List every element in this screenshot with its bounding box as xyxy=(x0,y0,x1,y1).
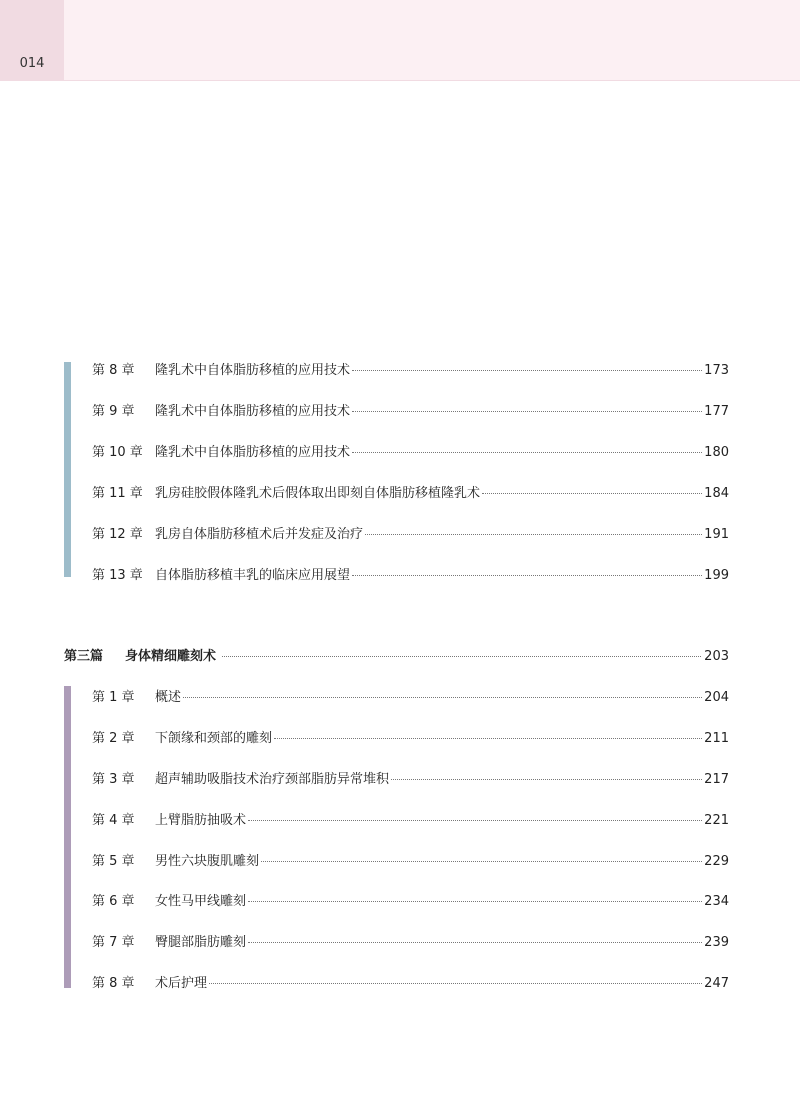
chapter-number: 第 7 章 xyxy=(92,935,135,950)
page-ref: 234 xyxy=(704,894,729,909)
chapter-number: 第 5 章 xyxy=(92,854,135,869)
page-ref: 247 xyxy=(704,976,729,991)
dot-leader xyxy=(352,452,702,453)
chapter-number: 第 8 章 xyxy=(92,363,135,378)
page-ref: 217 xyxy=(704,772,729,787)
header-band xyxy=(0,0,800,81)
page-ref: 211 xyxy=(704,731,729,746)
toc-entry[interactable] xyxy=(92,441,729,459)
chapter-title: 自体脂肪移植丰乳的临床应用展望 xyxy=(155,568,351,583)
chapter-title: 隆乳术中自体脂肪移植的应用技术 xyxy=(155,445,351,460)
chapter-number: 第 10 章 xyxy=(92,445,143,460)
dot-leader xyxy=(209,983,702,984)
dot-leader xyxy=(482,493,702,494)
toc-entry[interactable] xyxy=(92,809,729,827)
chapter-title: 臀腿部脂肪雕刻 xyxy=(155,935,247,950)
section-accent-bar xyxy=(64,362,71,577)
toc-entry[interactable] xyxy=(92,359,729,377)
chapter-title: 概述 xyxy=(155,690,182,705)
part-title: 身体精细雕刻术 xyxy=(125,649,217,664)
dot-leader xyxy=(274,738,702,739)
dot-leader xyxy=(365,534,702,535)
toc-entry[interactable] xyxy=(92,972,729,990)
chapter-title: 乳房硅胶假体隆乳术后假体取出即刻自体脂肪移植隆乳术 xyxy=(155,486,481,501)
page-ref: 203 xyxy=(704,649,729,664)
toc-entry[interactable] xyxy=(92,768,729,786)
chapter-title: 男性六块腹肌雕刻 xyxy=(155,854,260,869)
chapter-title: 上臂脂肪抽吸术 xyxy=(155,813,247,828)
page-ref: 221 xyxy=(704,813,729,828)
page-ref: 199 xyxy=(704,568,729,583)
chapter-title: 隆乳术中自体脂肪移植的应用技术 xyxy=(155,363,351,378)
chapter-number: 第 3 章 xyxy=(92,772,135,787)
page-ref: 173 xyxy=(704,363,729,378)
toc-entry[interactable] xyxy=(92,564,729,582)
toc-entry[interactable] xyxy=(92,523,729,541)
section-accent-bar xyxy=(64,686,71,988)
chapter-title: 超声辅助吸脂技术治疗颈部脂肪异常堆积 xyxy=(155,772,390,787)
dot-leader xyxy=(248,820,702,821)
chapter-number: 第 2 章 xyxy=(92,731,135,746)
toc-entry[interactable] xyxy=(92,850,729,868)
chapter-number: 第 4 章 xyxy=(92,813,135,828)
chapter-title: 乳房自体脂肪移植术后并发症及治疗 xyxy=(155,527,364,542)
toc-entry[interactable] xyxy=(92,482,729,500)
dot-leader xyxy=(248,942,702,943)
dot-leader xyxy=(391,779,702,780)
page-ref: 191 xyxy=(704,527,729,542)
toc-entry[interactable] xyxy=(92,727,729,745)
page-ref: 180 xyxy=(704,445,729,460)
chapter-title: 下颌缘和颈部的雕刻 xyxy=(155,731,273,746)
toc-entry[interactable] xyxy=(92,890,729,908)
dot-leader xyxy=(261,861,702,862)
chapter-number: 第 1 章 xyxy=(92,690,135,705)
toc-entry[interactable] xyxy=(92,931,729,949)
chapter-title: 女性马甲线雕刻 xyxy=(155,894,247,909)
chapter-number: 第 11 章 xyxy=(92,486,143,501)
page-ref: 204 xyxy=(704,690,729,705)
dot-leader xyxy=(352,411,702,412)
dot-leader xyxy=(352,370,702,371)
dot-leader xyxy=(183,697,702,698)
page-ref: 177 xyxy=(704,404,729,419)
dot-leader xyxy=(352,575,702,576)
chapter-number: 第 8 章 xyxy=(92,976,135,991)
page-number: 014 xyxy=(19,56,45,71)
dot-leader xyxy=(222,656,701,657)
chapter-number: 第 6 章 xyxy=(92,894,135,909)
part-heading[interactable] xyxy=(64,645,729,663)
page-ref: 184 xyxy=(704,486,729,501)
toc-entry[interactable] xyxy=(92,400,729,418)
chapter-number: 第 9 章 xyxy=(92,404,135,419)
chapter-title: 隆乳术中自体脂肪移植的应用技术 xyxy=(155,404,351,419)
chapter-number: 第 12 章 xyxy=(92,527,143,542)
page-ref: 229 xyxy=(704,854,729,869)
toc-entry[interactable] xyxy=(92,686,729,704)
chapter-number: 第 13 章 xyxy=(92,568,143,583)
chapter-title: 术后护理 xyxy=(155,976,208,991)
part-label: 第三篇 xyxy=(64,649,104,664)
dot-leader xyxy=(248,901,702,902)
page-ref: 239 xyxy=(704,935,729,950)
